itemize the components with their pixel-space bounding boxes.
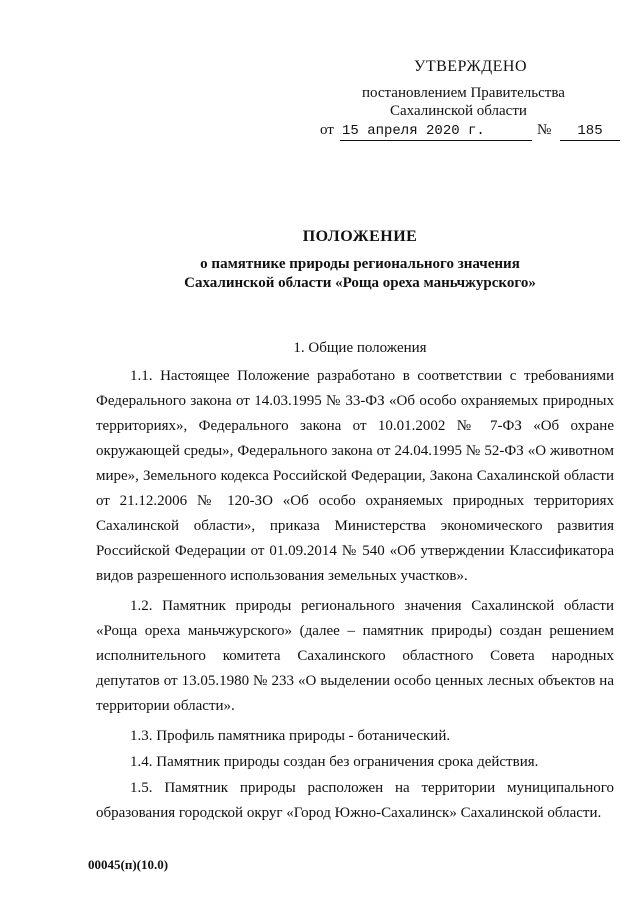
paragraph-1-5: 1.5. Памятник природы расположен на территории муниципального образования городской округ «Город Южно-Сахалинск» Сахалинской области. xyxy=(96,780,614,821)
decree-line-2: Сахалинской области xyxy=(390,103,527,119)
document-title: ПОЛОЖЕНИЕ xyxy=(302,228,418,245)
section-body xyxy=(96,364,614,831)
date-prefix: от xyxy=(320,122,334,138)
number-sign: № xyxy=(537,122,552,138)
approved-stamp: УТВЕРЖДЕНО xyxy=(414,58,528,75)
document-subtitle-line-2: Сахалинской области «Роща ореха маньчжурского» xyxy=(184,275,536,291)
paragraph-1-4: 1.4. Памятник природы создан без ограничения срока действия. xyxy=(130,754,539,770)
document-subtitle-line-1: о памятнике природы регионального значения xyxy=(200,256,520,272)
decree-number: 185 xyxy=(560,122,620,141)
section-heading: 1. Общие положения xyxy=(293,340,427,356)
decree-date: 15 апреля 2020 г. xyxy=(340,122,532,141)
paragraph-1-2: 1.2. Памятник природы регионального значения Сахалинской области «Роща ореха маньчжурского» (далее – памятник природы) создан решением исполнительного комитета Сахалинского областного Совета народных депутатов от 13.05.1980 № 233 «О выделении особо ценных лесных объектов на территории области». xyxy=(96,598,614,714)
paragraph-1-1: 1.1. Настоящее Положение разработано в соответствии с требованиями Федерального закона от 14.03.1995 № 33-ФЗ «Об особо охраняемых природных территориях», Федерального закона от 10.01.2002 № 7-ФЗ «Об охране окружающей среды», Федерального закона от 24.04.1995 № 52-ФЗ «О животном мире», Земельного кодекса Российской Федерации, Закона Сахалинской области от 21.12.2006 № 120-ЗО «Об особо охраняемых природных территориях Сахалинской области», приказа Министерства экономического развития Российской Федерации от 01.09.2014 № 540 «Об утверждении Классификатора видов разрешенного использования земельных участков». xyxy=(96,368,614,584)
decree-date-row xyxy=(320,122,620,144)
document-code: 00045(п)(10.0) xyxy=(88,857,169,872)
decree-line-1: постановлением Правительства xyxy=(362,85,565,101)
paragraph-1-3: 1.3. Профиль памятника природы - ботанический. xyxy=(130,728,451,744)
